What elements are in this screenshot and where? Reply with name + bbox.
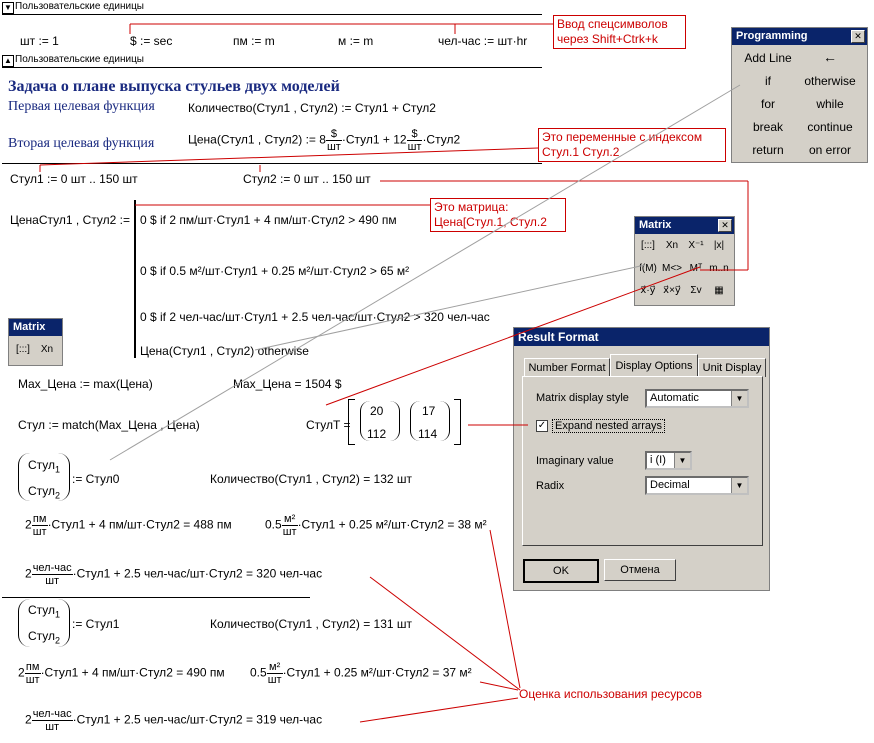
otherwise-button[interactable]: otherwise <box>804 74 856 88</box>
res2-m2[interactable]: 0.5 $\frac{\text{м²}}{шт}$ ·Стул1 + 0.25 м²/шт·Стул2 = 37 м² <box>250 661 472 686</box>
radix-label: Radix <box>536 480 565 492</box>
close-icon[interactable]: ✕ <box>718 219 732 232</box>
tab-number-format[interactable]: Number Format <box>524 358 610 377</box>
stul-val-1-1: 114 <box>418 427 438 441</box>
stul-transpose-label[interactable]: СтулT = <box>306 418 351 432</box>
unit-def-chelchas[interactable]: чел-час := шт·hr <box>438 34 528 48</box>
region-toggle-1[interactable]: ▼ <box>2 2 14 14</box>
matrix-style-label: Matrix display style <box>536 392 629 404</box>
inverse-icon[interactable]: X⁻¹ <box>688 240 704 251</box>
annotation-resource-usage: Оценка использования ресурсов <box>519 687 702 701</box>
matrix-toolbar-title: Matrix <box>635 217 734 234</box>
price-lhs[interactable]: ЦенаСтул1 , Стул2 := <box>10 213 130 227</box>
unit-def-pm[interactable]: пм := m <box>233 34 275 48</box>
max-value[interactable]: Max_Цена = 1504 $ <box>233 377 342 391</box>
range-stul1[interactable]: Стул1 := 0 шт .. 150 шт <box>10 172 138 186</box>
annotation-matrix: Это матрица: Цена[Стул.1, Стул.2 <box>430 198 566 232</box>
case-2[interactable]: 0 $ if 0.5 м²/шт·Стул1 + 0.25 м²/шт·Стул2 > 65 м² <box>140 264 410 278</box>
break-button[interactable]: break <box>752 120 784 134</box>
case-1[interactable]: 0 $ if 2 пм/шт·Стул1 + 4 пм/шт·Стул2 > 490 пм <box>140 213 397 227</box>
region-toggle-2[interactable]: ▲ <box>2 55 14 67</box>
for-button[interactable]: for <box>760 97 775 111</box>
res2-pm[interactable]: 2 $\frac{пм}{шт}$ ·Стул1 + 4 пм/шт·Стул2 = 490 пм <box>18 661 225 686</box>
first-objective-def[interactable]: Количество(Стул1 , Стул2) := Стул1 + Стул2 <box>188 101 436 115</box>
ok-button[interactable]: OK <box>523 559 599 583</box>
expand-nested-label: Expand nested arrays <box>552 419 665 433</box>
stul-val-0-1: 112 <box>367 427 387 441</box>
on-error-button[interactable]: on error <box>808 143 852 157</box>
unit-def-sht[interactable]: шт := 1 <box>20 34 59 48</box>
stul-val-0-0: 20 <box>370 404 384 418</box>
matrix-style-select[interactable]: Automatic ▼ <box>645 389 749 408</box>
first-objective-label: Первая целевая функция <box>8 99 155 114</box>
dialog-title: Result Format <box>514 328 769 346</box>
second-objective-def[interactable]: Цена(Стул1 , Стул2) := 8 $\frac{\$}{шт}$ ·Стул1 + 12 $\frac{\$}{шт}$ ·Стул2 <box>188 128 461 153</box>
tab-display-options[interactable]: Display Options <box>610 354 698 377</box>
vec2-stul1-label: Стул$_1$ <box>28 603 61 620</box>
annotation-special-symbols: Ввод спецсимволов через Shift+Ctrk+k <box>553 15 686 49</box>
chevron-down-icon: ▼ <box>731 478 747 493</box>
if-button[interactable]: if <box>765 74 771 88</box>
case-4[interactable]: Цена(Стул1 , Стул2) otherwise <box>140 344 309 358</box>
assign-stul1[interactable]: := Стул1 <box>72 617 120 631</box>
matrix-icon[interactable]: [:::] <box>16 344 30 355</box>
cancel-button[interactable]: Отмена <box>604 559 676 581</box>
res2-chelchas[interactable]: 2 $\frac{\text{чел-час}}{шт}$ ·Стул1 + 2.5 чел-час/шт·Стул2 = 319 чел-час <box>25 708 323 733</box>
qty-result-2[interactable]: Количество(Стул1 , Стул2) = 131 шт <box>210 617 413 631</box>
res1-pm[interactable]: 2 $\frac{пм}{шт}$ ·Стул1 + 4 пм/шт·Стул2 = 488 пм <box>25 513 232 538</box>
programming-toolbar-title: Programming <box>732 28 867 45</box>
unit-def-m[interactable]: м := m <box>338 34 374 48</box>
qty-result-1[interactable]: Количество(Стул1 , Стул2) = 132 шт <box>210 472 413 486</box>
vectorize-icon[interactable]: f(M) <box>639 263 657 274</box>
vec2-stul2-label: Стул$_2$ <box>28 629 61 646</box>
picture-icon[interactable]: ▦ <box>714 285 724 296</box>
add-line-button[interactable]: Add Line <box>744 51 792 65</box>
local-assign-button[interactable]: ← <box>823 49 837 65</box>
radix-select[interactable]: Decimal ▼ <box>645 476 749 495</box>
matrix-toolbar-small-title: Matrix <box>9 319 62 336</box>
region-label-2: Пользовательские единицы <box>15 54 144 65</box>
max-def[interactable]: Max_Цена := max(Цена) <box>18 377 153 391</box>
case-3[interactable]: 0 $ if 2 чел-час/шт·Стул1 + 2.5 чел-час/шт·Стул2 > 320 чел-час <box>140 310 490 324</box>
close-icon[interactable]: ✕ <box>851 30 865 43</box>
imaginary-label: Imaginary value <box>536 455 614 467</box>
stul-val-1-0: 17 <box>422 404 436 418</box>
range-icon[interactable]: m..n <box>709 263 729 274</box>
subscript-icon[interactable]: Xn <box>665 240 679 251</box>
dot-product-icon[interactable]: x⃗·y⃗ <box>640 285 656 296</box>
res1-chelchas[interactable]: 2 $\frac{\text{чел-час}}{шт}$ ·Стул1 + 2.5 чел-час/шт·Стул2 = 320 чел-час <box>25 562 323 587</box>
chevron-down-icon: ▼ <box>731 391 747 406</box>
tab-unit-display[interactable]: Unit Display <box>698 358 766 377</box>
match-def[interactable]: Стул := match(Max_Цена , Цена) <box>18 418 200 432</box>
determinant-icon[interactable]: |x| <box>713 240 725 251</box>
cross-product-icon[interactable]: x⃗×y⃗ <box>663 285 681 296</box>
transpose-icon[interactable]: Mᵀ <box>689 263 703 274</box>
vector-sum-icon[interactable]: Σv <box>690 285 702 296</box>
subscript-icon[interactable]: Xn <box>40 344 54 355</box>
vec-stul2-label: Стул$_2$ <box>28 484 61 501</box>
imaginary-select[interactable]: i (I) ▼ <box>645 451 692 470</box>
matrix-icon[interactable]: [:::] <box>641 240 655 251</box>
assign-stul0[interactable]: := Стул0 <box>72 472 120 486</box>
vec-stul1-label: Стул$_1$ <box>28 458 61 475</box>
region-label-1: Пользовательские единицы <box>15 1 144 12</box>
annotation-indexed-vars: Это переменные с индексом Стул.1 Стул.2 <box>538 128 726 162</box>
unit-def-dollar[interactable]: $ := sec <box>130 34 173 48</box>
column-icon[interactable]: M<> <box>662 263 683 274</box>
page-title: Задача о плане выпуска стульев двух моделей <box>8 78 340 95</box>
return-button[interactable]: return <box>752 143 784 157</box>
second-objective-label: Вторая целевая функция <box>8 136 155 151</box>
res1-m2[interactable]: 0.5 $\frac{\text{м²}}{шт}$ ·Стул1 + 0.25 м²/шт·Стул2 = 38 м² <box>265 513 487 538</box>
range-stul2[interactable]: Стул2 := 0 шт .. 150 шт <box>243 172 371 186</box>
continue-button[interactable]: continue <box>807 120 853 134</box>
chevron-down-icon: ▼ <box>674 453 690 468</box>
expand-nested-checkbox[interactable]: ✓ <box>537 420 547 431</box>
while-button[interactable]: while <box>816 97 844 111</box>
